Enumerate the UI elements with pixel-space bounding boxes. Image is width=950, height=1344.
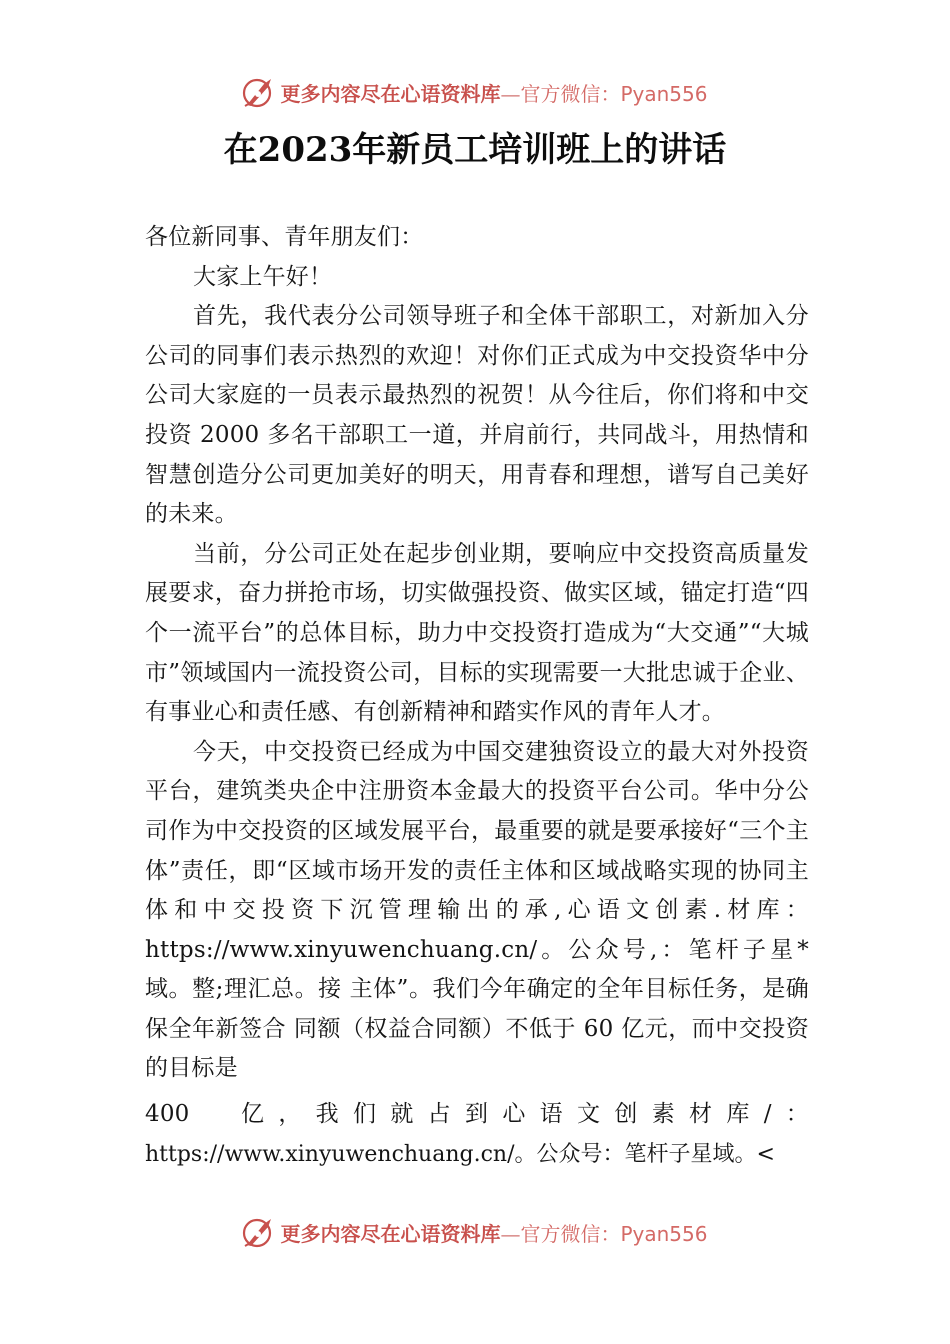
page-title: 在2023年新员工培训班上的讲话: [223, 130, 727, 170]
paragraph-3: 今天，中交投资已经成为中国交建独资设立的最大对外投资平台，建筑类央企中注册资本金最大的投资平台公司。华中分公司作为中交投资的区域发展平台，最重要的就是要承接好“三个主体”责任，即“区域市场开发的责任主体和区域战略实现的协同主体和中交投资下沉管理输出的承,心语文创素.材库：https://www.xinyuwenchuang.cn/。公众号,：笔杆子星*域。整;理汇总。接 主体”。我们今年确定的全年目标任务，是确保全年新签合 同额（权益合同额）不低于 60 亿元，而中交投资的目标是: [145, 738, 809, 1082]
banner-text: [280, 78, 707, 107]
banner-wechat-text: 官方微信：Pyan556: [520, 81, 708, 106]
document-body: [145, 218, 809, 1174]
banner-text: [280, 1218, 707, 1247]
banner-separator: —: [500, 1221, 521, 1246]
paragraph-1: 首先，我代表分公司领导班子和全体干部职工，对新加入分公司的同事们表示热烈的欢迎！对你们正式成为中交投资华中分公司大家庭的一员表示最热烈的祝贺！从今往后，你们将和中交投资 2000 多名干部职工一道，并肩前行，共同战斗，用热情和智慧创造分公司更加美好的明天，用青春和理想，谱写自己美好的未来。: [145, 303, 809, 528]
salutation: 各位新同事、青年朋友们：: [145, 224, 424, 250]
paragraph-2: 当前，分公司正处在起步创业期，要响应中交投资高质量发展要求，奋力拼抢市场，切实做强投资、做实区域，锚定打造“四个一流平台”的总体目标，助力中交投资打造成为“大交通”“大城市”领域国内一流投资公司，目标的实现需要一大批忠诚于企业、有事业心和责任感、有创新精神和踏实作风的青年人才。: [145, 540, 809, 726]
tail-line-2: https://www.xinyuwenchuang.cn/。公众号：笔杆子星域。<: [145, 1141, 775, 1167]
banner-separator: —: [500, 81, 521, 106]
pen-nib-logo-icon: [242, 75, 276, 109]
banner-main-text: 更多内容尽在心语资料库: [280, 81, 501, 106]
pen-nib-logo-icon: [242, 1215, 276, 1249]
footer-watermark-banner: [0, 1212, 950, 1252]
tail-line-1: 400 亿，我们就占到心语文创素材库/：: [145, 1101, 809, 1128]
greeting: 大家上午好！: [193, 263, 333, 290]
banner-wechat-text: 官方微信：Pyan556: [520, 1221, 708, 1246]
banner-main-text: 更多内容尽在心语资料库: [280, 1221, 501, 1246]
header-watermark-banner: [0, 72, 950, 112]
